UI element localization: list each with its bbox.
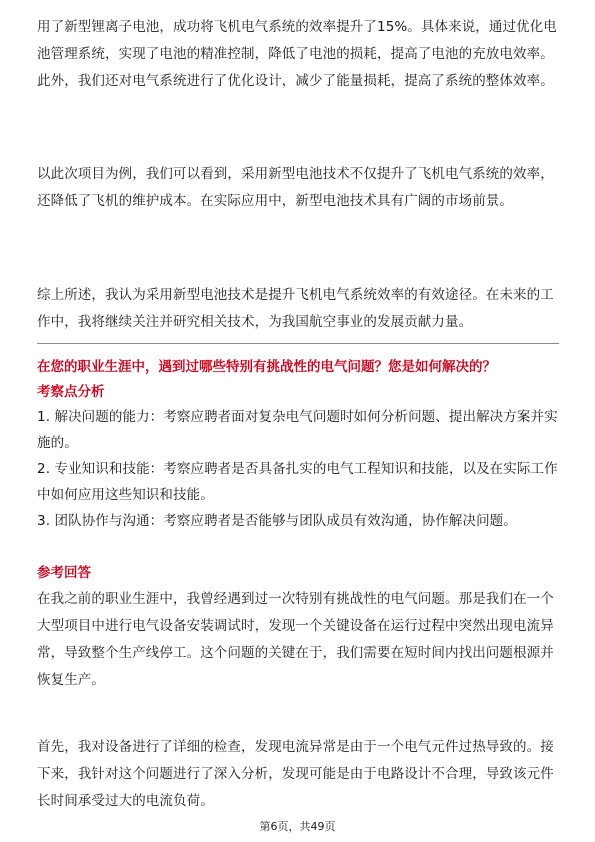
analysis-item: 2. 专业知识和技能：考察应聘者是否具备扎实的电气工程知识和技能，以及在实际工作中如何应用这些知识和技能。	[37, 461, 558, 503]
answer-paragraph: 在我之前的职业生涯中，我曾经遇到过一次特别有挑战性的电气问题。那是我们在一个大型项目中进行电气设备安装调试时，发现一个关键设备在运行过程中突然出现电流异常，导致整个生产线停工。这个问题的关键在于，我们需要在短时间内找出问题根源并恢复生产。	[37, 591, 554, 688]
answer-paragraph: 首先，我对设备进行了详细的检查，发现电流异常是由于一个电气元件过热导致的。接下来，我针对这个问题进行了深入分析，发现可能是由于电路设计不合理，导致该元件长时间承受过大的电流负荷。	[37, 739, 554, 809]
paragraph-project-example: 以此次项目为例，我们可以看到，采用新型电池技术不仅提升了飞机电气系统的效率，还降低了飞机的维护成本。在实际应用中，新型电池技术具有广阔的市场前景。	[37, 166, 554, 209]
answer-heading: 参考回答	[37, 565, 91, 581]
section-divider	[37, 343, 559, 344]
interview-question: 在您的职业生涯中，遇到过哪些特别有挑战性的电气问题？您是如何解决的？	[37, 359, 496, 375]
page-number-footer: 第6页，共49页	[259, 820, 336, 833]
paragraph-conclusion: 综上所述，我认为采用新型电池技术是提升飞机电气系统效率的有效途径。在未来的工作中，我将继续关注并研究相关技术，为我国航空事业的发展贡献力量。	[37, 287, 554, 330]
analysis-heading: 考察点分析	[37, 384, 105, 400]
analysis-list	[37, 404, 561, 534]
analysis-item: 3. 团队协作与沟通：考察应聘者是否能够与团队成员有效沟通，协作解决问题。	[37, 513, 517, 529]
analysis-item: 1. 解决问题的能力：考察应聘者面对复杂电气问题时如何分析问题、提出解决方案并实施的。	[37, 409, 558, 451]
paragraph-battery-efficiency: 用了新型锂离子电池，成功将飞机电气系统的效率提升了15%。具体来说，通过优化电池管理系统，实现了电池的精准控制，降低了电池的损耗，提高了电池的充放电效率。此外，我们还对电气系统进行了优化设计，减少了能量损耗，提高了系统的整体效率。	[37, 19, 557, 89]
